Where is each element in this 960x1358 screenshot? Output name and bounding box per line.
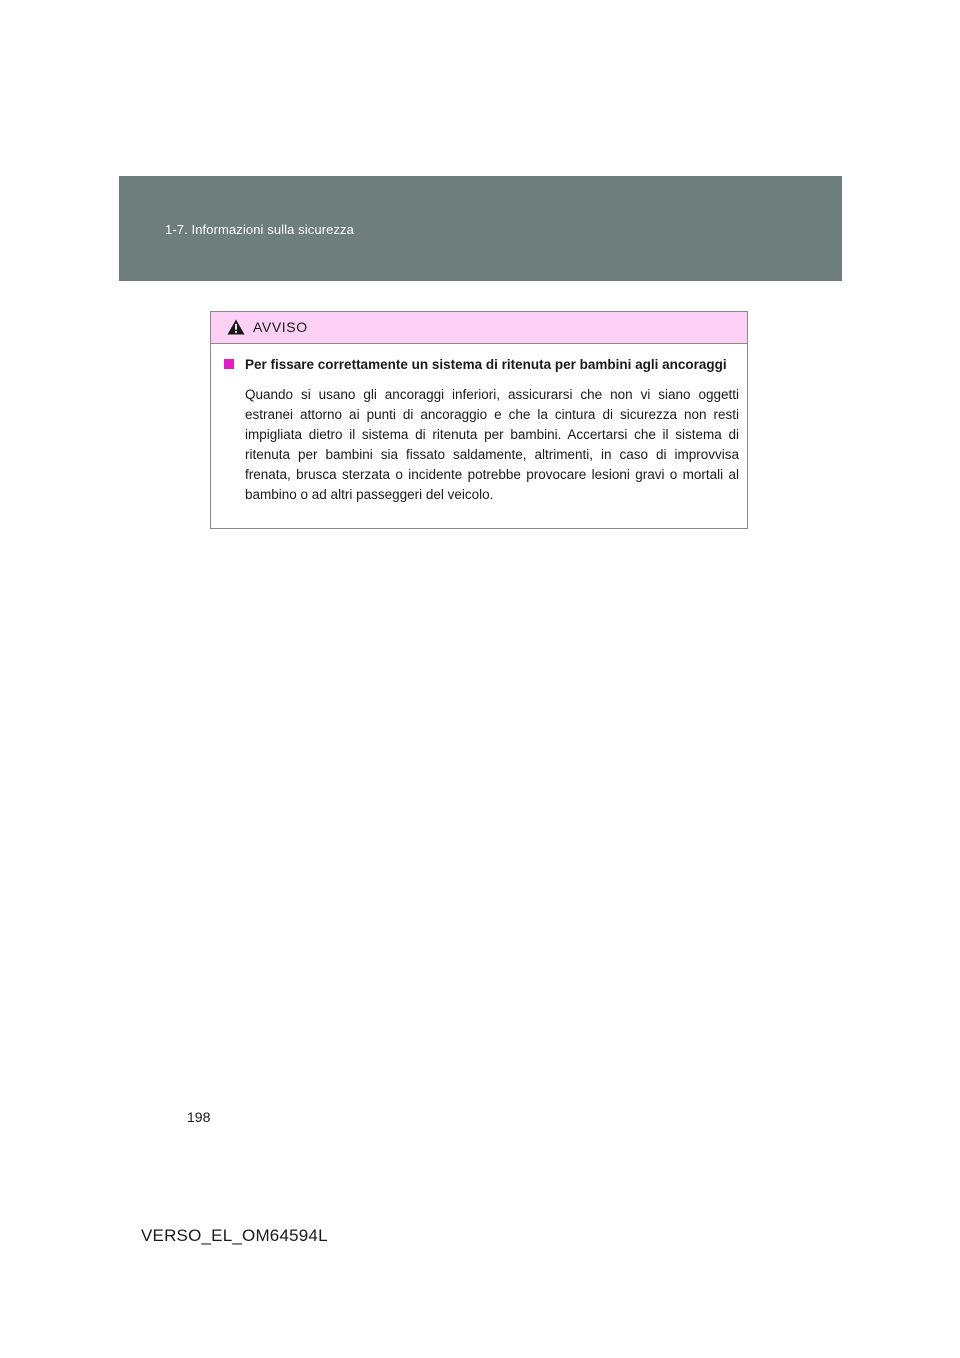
- warning-heading: Per fissare correttamente un sistema di ritenuta per bambini agli ancoraggi: [245, 357, 727, 372]
- warning-triangle-icon: [227, 319, 245, 335]
- warning-body: [211, 344, 747, 505]
- warning-box: [210, 311, 748, 529]
- warning-header: [211, 312, 747, 344]
- page-number: 198: [187, 1109, 211, 1125]
- warning-label: AVVISO: [253, 319, 308, 335]
- section-title: 1-7. Informazioni sulla sicurezza: [165, 222, 354, 237]
- document-code: VERSO_EL_OM64594L: [141, 1226, 328, 1245]
- warning-text: Quando si usano gli ancoraggi inferiori, assicurarsi che non vi siano oggetti estranei attorno ai punti di ancoraggio e che la cintura di sicurezza non resti impigliata dietro il sistema di ritenuta per bambini. Accertarsi che il sistema di ritenuta per bambini sia fissato saldamente, altrimenti, in caso di improvvisa frenata, brusca sterzata o incidente potrebbe provocare lesioni gravi o mortali al bambino o ad altri passeggeri del veicolo.: [245, 387, 739, 502]
- section-header-band: [119, 176, 842, 281]
- bullet-square-icon: [224, 359, 234, 369]
